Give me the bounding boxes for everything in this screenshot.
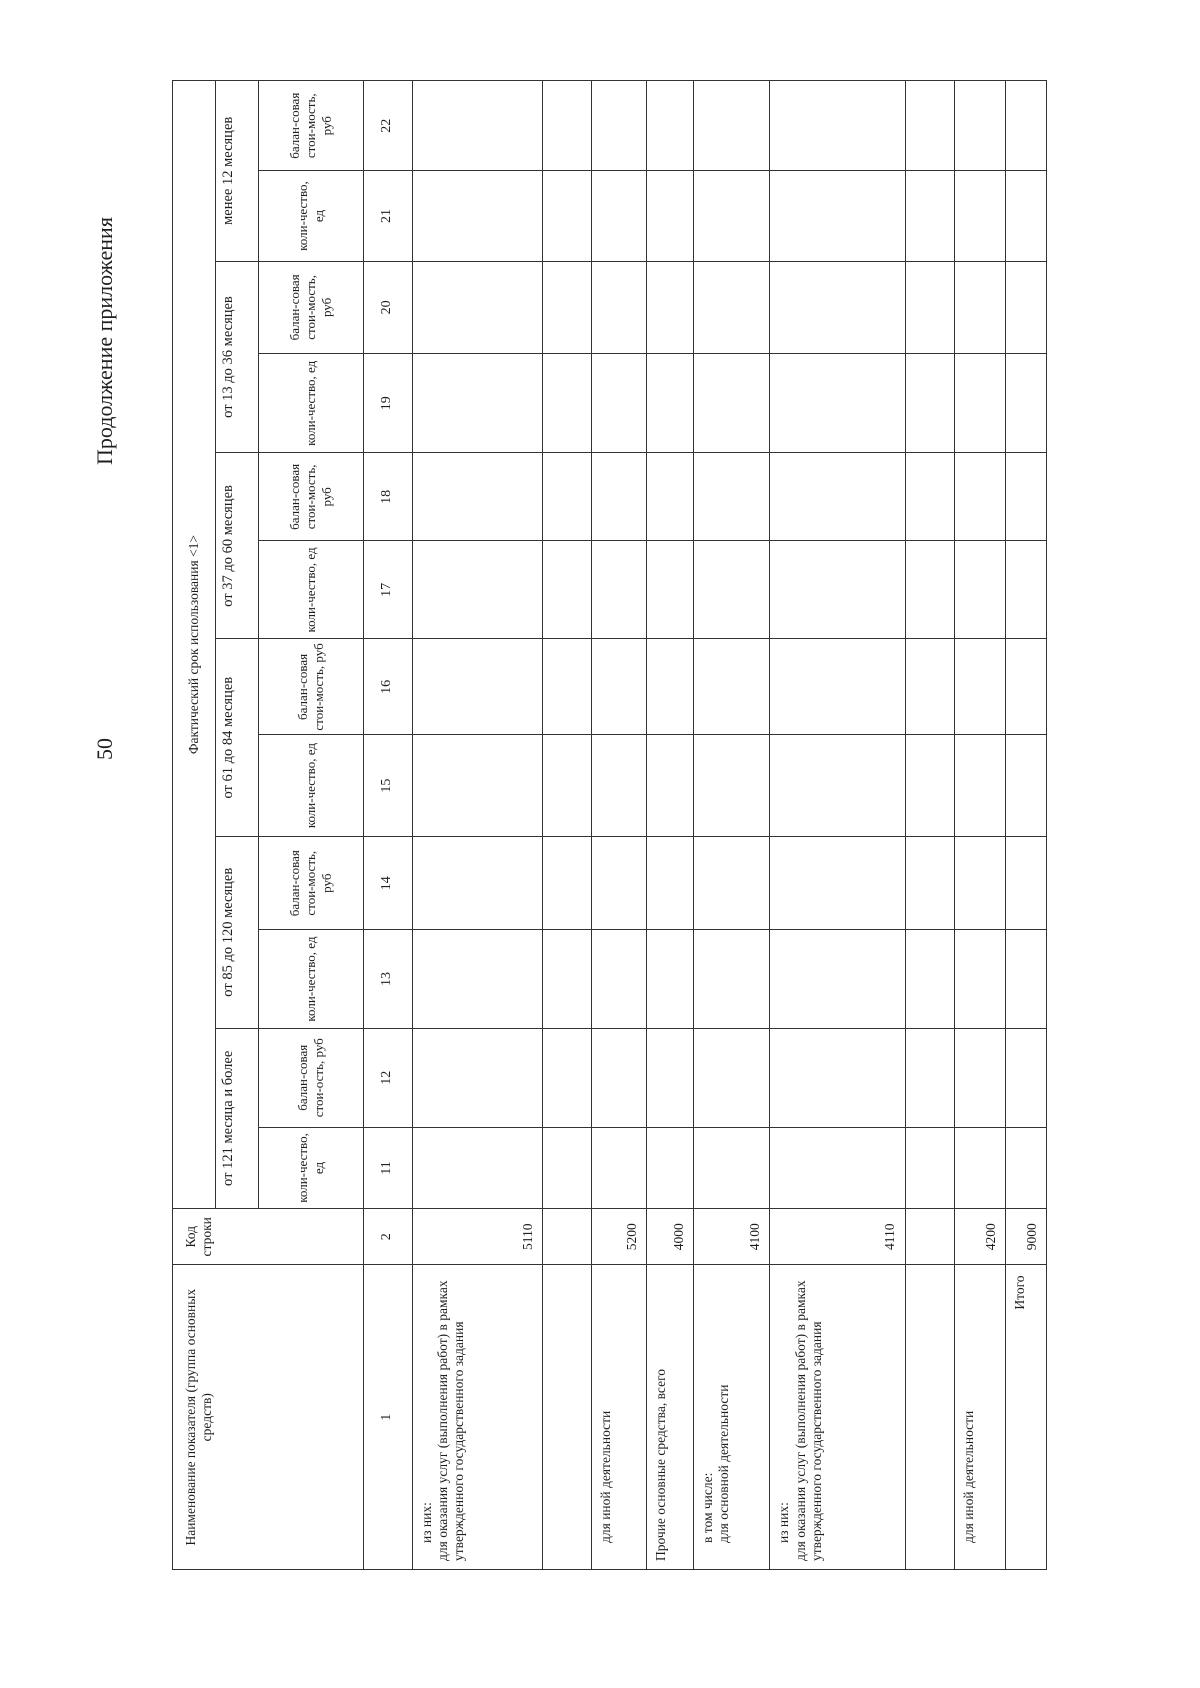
table-cell	[954, 541, 1006, 639]
total-label: Итого	[1006, 1265, 1047, 1570]
cost-header: балан-совая стои-мость, руб	[259, 81, 363, 171]
table-cell	[1006, 1028, 1047, 1127]
table-cell	[412, 639, 542, 735]
name-header: Наименование показателя (группа основных средств)	[173, 1265, 364, 1570]
table-cell	[905, 453, 954, 541]
table-cell	[1006, 81, 1047, 171]
row-label-text: для иной деятельности	[960, 1410, 976, 1543]
table-cell	[542, 735, 591, 837]
qty-header: коли-чество, ед	[259, 930, 363, 1028]
table-cell	[905, 81, 954, 171]
table-cell	[905, 735, 954, 837]
table-cell	[1006, 453, 1047, 541]
row-code: 9000	[1006, 1209, 1047, 1265]
continuation-title: Продолжение приложения	[92, 217, 117, 465]
table-cell	[905, 541, 954, 639]
table-cell	[770, 930, 905, 1028]
table-cell	[770, 453, 905, 541]
table-cell	[770, 639, 905, 735]
table-cell	[542, 261, 591, 353]
table-cell	[412, 354, 542, 453]
row-label	[954, 1265, 1006, 1570]
table-cell	[647, 930, 694, 1028]
column-number: 13	[363, 930, 412, 1028]
table-cell	[412, 1127, 542, 1208]
table-cell	[954, 735, 1006, 837]
cost-header: балан-совая стои-мость, руб	[259, 261, 363, 353]
page-number: 50	[92, 738, 117, 760]
table-cell	[647, 261, 694, 353]
table-cell	[412, 1028, 542, 1127]
table-cell	[954, 836, 1006, 930]
row-label	[592, 1265, 647, 1570]
row-label: Прочие основные средства, всего	[647, 1265, 694, 1570]
table-cell	[647, 1127, 694, 1208]
table-cell	[647, 354, 694, 453]
group-header: от 37 до 60 месяцев	[216, 453, 259, 639]
column-number: 19	[363, 354, 412, 453]
row-code: 5200	[592, 1209, 647, 1265]
rotated-page	[0, 40, 1200, 1660]
group-header: от 85 до 120 месяцев	[216, 836, 259, 1028]
table-cell	[694, 1127, 770, 1208]
table-cell	[770, 354, 905, 453]
table-cell	[592, 1127, 647, 1208]
table-cell	[1006, 261, 1047, 353]
table-cell	[954, 453, 1006, 541]
cost-header: балан-совая стои-ость, руб	[259, 1028, 363, 1127]
qty-header: коли-чество, ед	[259, 735, 363, 837]
column-number: 14	[363, 836, 412, 930]
usage-header: Фактический срок использования <1>	[173, 81, 216, 1209]
row-code: 4200	[954, 1209, 1006, 1265]
column-number: 2	[363, 1209, 412, 1265]
table-cell	[412, 453, 542, 541]
table-cell	[1006, 930, 1047, 1028]
table-cell	[542, 171, 591, 261]
table-cell	[905, 639, 954, 735]
code-header: Код строки	[173, 1209, 364, 1265]
table-cell	[954, 930, 1006, 1028]
table-row	[1006, 81, 1047, 1570]
column-number: 22	[363, 81, 412, 171]
table-cell	[592, 171, 647, 261]
table-cell	[954, 81, 1006, 171]
table-cell	[905, 261, 954, 353]
table-cell	[1006, 354, 1047, 453]
table-cell	[542, 639, 591, 735]
qty-header: коли-чество, ед	[259, 1127, 363, 1208]
row-code: 4100	[694, 1209, 770, 1265]
table-cell	[694, 639, 770, 735]
table-cell	[905, 930, 954, 1028]
table-cell	[647, 171, 694, 261]
table-row	[647, 81, 694, 1570]
table-cell	[954, 354, 1006, 453]
column-number: 21	[363, 171, 412, 261]
table-row	[542, 81, 591, 1570]
table-cell	[770, 171, 905, 261]
table-cell	[770, 1028, 905, 1127]
row-label	[542, 1265, 591, 1570]
table-cell	[647, 735, 694, 837]
table-cell	[1006, 639, 1047, 735]
row-label	[770, 1265, 905, 1570]
cost-header: балан-совая стои-мость, руб	[259, 453, 363, 541]
column-number: 15	[363, 735, 412, 837]
table-cell	[1006, 735, 1047, 837]
column-number: 12	[363, 1028, 412, 1127]
table-cell	[694, 354, 770, 453]
table-cell	[592, 930, 647, 1028]
table-cell	[412, 171, 542, 261]
row-label-lead: из них:	[418, 1502, 434, 1543]
table-cell	[905, 1127, 954, 1208]
table-row	[412, 81, 542, 1570]
table-cell	[647, 81, 694, 171]
table-cell	[954, 639, 1006, 735]
row-label	[412, 1265, 542, 1570]
table-cell	[592, 81, 647, 171]
table-cell	[647, 836, 694, 930]
table-cell	[954, 261, 1006, 353]
table-cell	[954, 1028, 1006, 1127]
cost-header: балан-совая стои-мость, руб	[259, 639, 363, 735]
qty-header: коли-чество, ед	[259, 354, 363, 453]
table-cell	[770, 81, 905, 171]
table-cell	[542, 930, 591, 1028]
table-cell	[592, 261, 647, 353]
cost-header: балан-совая стои-мость, руб	[259, 836, 363, 930]
table-cell	[592, 453, 647, 541]
row-code	[905, 1209, 954, 1265]
table-cell	[770, 261, 905, 353]
table-cell	[647, 453, 694, 541]
table-cell	[647, 541, 694, 639]
table-cell	[592, 735, 647, 837]
table-row	[905, 81, 954, 1570]
table-cell	[592, 541, 647, 639]
table-cell	[412, 261, 542, 353]
fixed-assets-table	[172, 80, 1047, 1570]
table-cell	[905, 354, 954, 453]
column-number: 18	[363, 453, 412, 541]
table-cell	[542, 836, 591, 930]
row-label-lead: из них:	[776, 1502, 792, 1543]
row-code: 5110	[412, 1209, 542, 1265]
column-number: 11	[363, 1127, 412, 1208]
table-cell	[542, 1127, 591, 1208]
table-cell	[592, 354, 647, 453]
column-number: 16	[363, 639, 412, 735]
group-header: менее 12 месяцев	[216, 81, 259, 262]
table-cell	[647, 639, 694, 735]
table-cell	[905, 1028, 954, 1127]
table-cell	[694, 453, 770, 541]
table-cell	[1006, 1127, 1047, 1208]
table-cell	[694, 1028, 770, 1127]
column-number: 1	[363, 1265, 412, 1570]
table-cell	[954, 1127, 1006, 1208]
row-label-text: для иной деятельности	[598, 1410, 614, 1543]
table-cell	[542, 541, 591, 639]
table-cell	[1006, 541, 1047, 639]
table-cell	[694, 930, 770, 1028]
table-cell	[694, 81, 770, 171]
table-cell	[542, 354, 591, 453]
table-cell	[412, 735, 542, 837]
table-cell	[905, 171, 954, 261]
table-cell	[770, 836, 905, 930]
row-label	[905, 1265, 954, 1570]
table-cell	[905, 836, 954, 930]
row-label	[694, 1265, 770, 1570]
table-cell	[592, 836, 647, 930]
row-code: 4000	[647, 1209, 694, 1265]
table-cell	[694, 541, 770, 639]
table-row	[694, 81, 770, 1570]
table-cell	[694, 836, 770, 930]
table-cell	[1006, 836, 1047, 930]
qty-header: коли-чество, ед	[259, 541, 363, 639]
column-number: 20	[363, 261, 412, 353]
table-cell	[412, 930, 542, 1028]
table-cell	[592, 639, 647, 735]
group-header: от 13 до 36 месяцев	[216, 261, 259, 453]
table-cell	[592, 1028, 647, 1127]
table-cell	[1006, 171, 1047, 261]
table-row	[954, 81, 1006, 1570]
row-label-text: для оказания услуг (выполнения работ) в рамках утвержденного государственного задания	[792, 1280, 824, 1561]
table-cell	[770, 735, 905, 837]
table-row	[592, 81, 647, 1570]
group-header: от 61 до 84 месяцев	[216, 639, 259, 836]
column-number-row	[363, 81, 412, 1570]
table-cell	[412, 541, 542, 639]
row-label-lead: в том числе:	[700, 1472, 716, 1543]
table-cell	[412, 81, 542, 171]
table-cell	[694, 171, 770, 261]
table-cell	[542, 453, 591, 541]
table-cell	[694, 261, 770, 353]
column-number: 17	[363, 541, 412, 639]
table-cell	[647, 1028, 694, 1127]
row-label-text: для основной деятельности	[716, 1384, 732, 1543]
header-row-1	[173, 81, 216, 1570]
table-cell	[770, 1127, 905, 1208]
row-code: 4110	[770, 1209, 905, 1265]
row-label-text: для оказания услуг (выполнения работ) в рамках утвержденного государственного задания	[434, 1280, 467, 1561]
qty-header: коли-чество, ед	[259, 171, 363, 261]
row-code	[542, 1209, 591, 1265]
table-cell	[770, 541, 905, 639]
table-cell	[542, 1028, 591, 1127]
group-header: от 121 месяца и более	[216, 1028, 259, 1208]
table-row	[770, 81, 905, 1570]
table-cell	[694, 735, 770, 837]
table-cell	[412, 836, 542, 930]
table-cell	[542, 81, 591, 171]
table-cell	[954, 171, 1006, 261]
